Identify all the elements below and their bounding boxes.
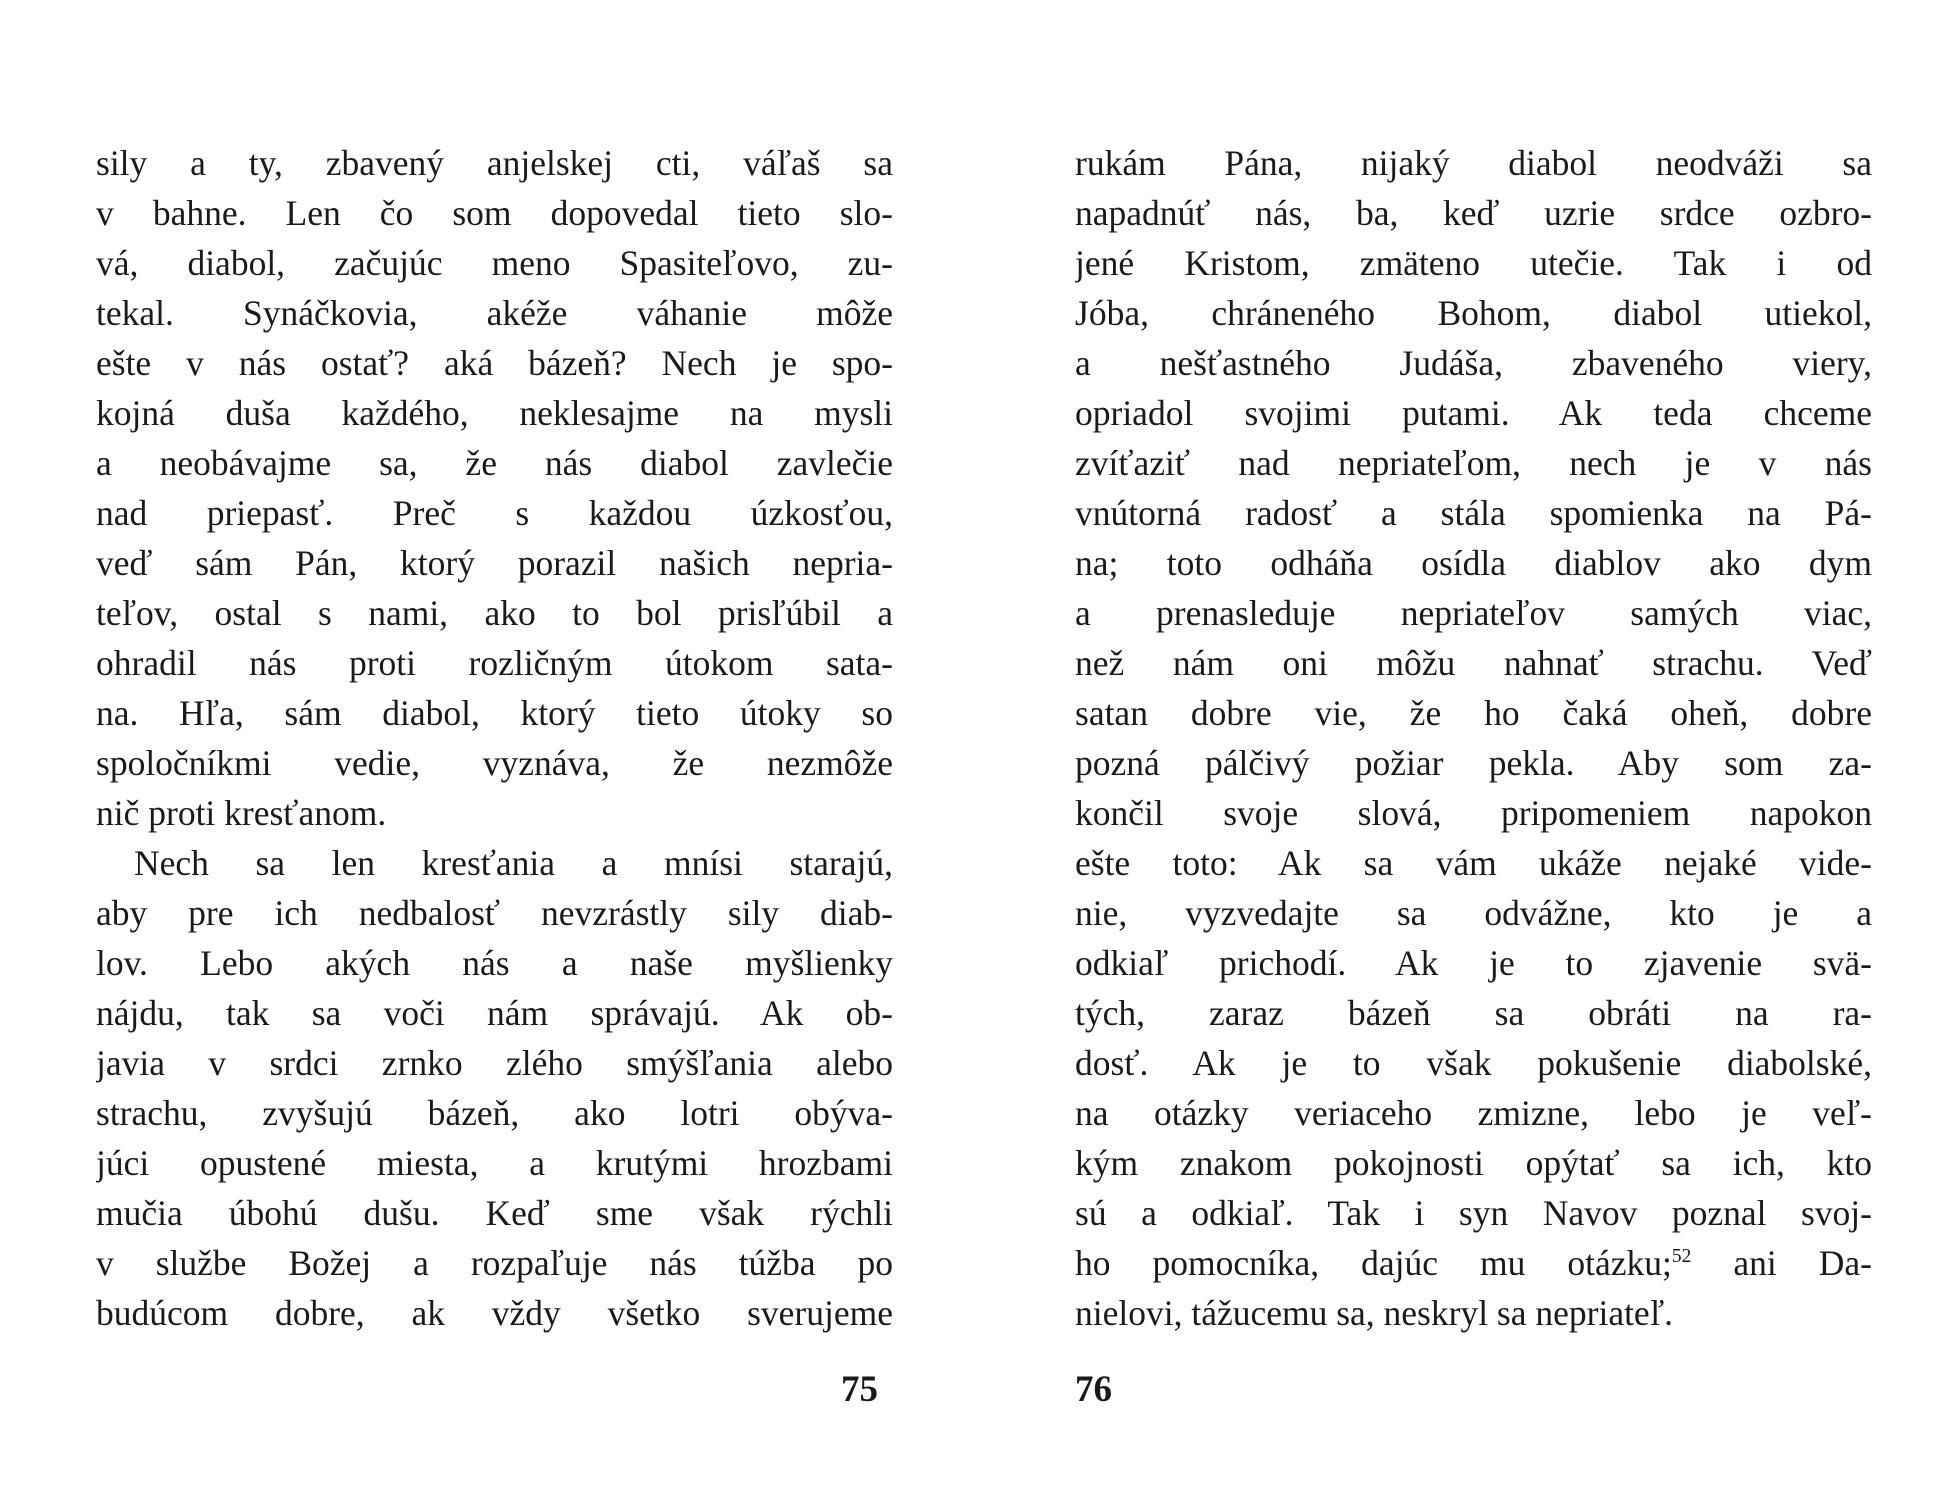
paragraph-first-line: Nech sa len kresťania a mnísi starajú, <box>134 843 893 883</box>
text-line: sily a ty, zbavený anjelskej cti, váľaš sa <box>96 143 893 183</box>
page-number-right: 76 <box>1075 1369 1112 1410</box>
text-line: dosť. Ak je to však pokušenie diabolské, <box>1075 1043 1872 1083</box>
text-line: než nám oni môžu nahnať strachu. Veď <box>1075 643 1872 683</box>
text-line: a prenasleduje nepriateľov samých viac, <box>1075 593 1872 633</box>
page-number-left: 75 <box>841 1369 878 1410</box>
text-line: jené Kristom, zmäteno utečie. Tak i od <box>1075 243 1872 283</box>
text-segment: ani Da- <box>1691 1243 1872 1283</box>
text-line: odkiaľ prichodí. Ak je to zjavenie svä- <box>1075 943 1872 983</box>
text-line: kojná duša každého, neklesajme na mysli <box>96 393 893 433</box>
text-line: tekal. Synáčkovia, akéže váhanie môže <box>96 293 893 333</box>
text-line: ešte v nás ostať? aká bázeň? Nech je spo- <box>96 343 893 383</box>
text-line: nielovi, tážucemu sa, neskryl sa nepriateľ. <box>1075 1293 1673 1333</box>
text-line: veď sám Pán, ktorý porazil našich nepria- <box>96 543 893 583</box>
text-line: sú a odkiaľ. Tak i syn Navov poznal svoj- <box>1075 1193 1872 1233</box>
text-line: ešte toto: Ak sa vám ukáže nejaké vide- <box>1075 843 1872 883</box>
text-line: ohradil nás proti rozličným útokom sata- <box>96 643 893 683</box>
left-page-text <box>96 138 893 1338</box>
text-line: mučia úbohú dušu. Keď sme však rýchli <box>96 1193 893 1233</box>
text-line: nad priepasť. Preč s každou úzkosťou, <box>96 493 893 533</box>
text-line: júci opustené miesta, a krutými hrozbami <box>96 1143 893 1183</box>
text-line: v službe Božej a rozpaľuje nás túžba po <box>96 1243 893 1283</box>
text-line: vnútorná radosť a stála spomienka na Pá- <box>1075 493 1872 533</box>
text-line: budúcom dobre, ak vždy všetko sverujeme <box>96 1293 893 1333</box>
text-line: javia v srdci zrnko zlého smýšľania alebo <box>96 1043 893 1083</box>
text-line: teľov, ostal s nami, ako to bol prisľúbil a <box>96 593 893 633</box>
text-line: zvíťaziť nad nepriateľom, nech je v nás <box>1075 443 1872 483</box>
text-line: na otázky veriaceho zmizne, lebo je veľ- <box>1075 1093 1872 1133</box>
text-line: na. Hľa, sám diabol, ktorý tieto útoky so <box>96 693 893 733</box>
text-line: kým znakom pokojnosti opýtať sa ich, kto <box>1075 1143 1872 1183</box>
text-line: Jóba, chráneného Bohom, diabol utiekol, <box>1075 293 1872 333</box>
text-line: strachu, zvyšujú bázeň, ako lotri obýva- <box>96 1093 893 1133</box>
text-line: spoločníkmi vedie, vyznáva, že nezmôže <box>96 743 893 783</box>
text-line: tých, zaraz bázeň sa obráti na ra- <box>1075 993 1872 1033</box>
text-line: v bahne. Len čo som dopovedal tieto slo- <box>96 193 893 233</box>
text-line: vá, diabol, začujúc meno Spasiteľovo, zu- <box>96 243 893 283</box>
text-line: lov. Lebo akých nás a naše myšlienky <box>96 943 893 983</box>
text-line: satan dobre vie, že ho čaká oheň, dobre <box>1075 693 1872 733</box>
text-segment: ho pomocníka, dajúc mu otázku; <box>1075 1243 1672 1283</box>
text-line: napadnúť nás, ba, keď uzrie srdce ozbro- <box>1075 193 1872 233</box>
text-line-with-footnote <box>1075 1238 1872 1288</box>
text-line: a nešťastného Judáša, zbaveného viery, <box>1075 343 1872 383</box>
footnote-reference: 52 <box>1671 1246 1692 1268</box>
text-line: končil svoje slová, pripomeniem napokon <box>1075 793 1872 833</box>
text-line: aby pre ich nedbalosť nevzrástly sily diab- <box>96 893 893 933</box>
text-line: pozná pálčivý požiar pekla. Aby som za- <box>1075 743 1872 783</box>
text-line: na; toto odháňa osídla diablov ako dym <box>1075 543 1872 583</box>
text-line: a neobávajme sa, že nás diabol zavlečie <box>96 443 893 483</box>
text-line: nie, vyzvedajte sa odvážne, kto je a <box>1075 893 1872 933</box>
text-line: nájdu, tak sa voči nám správajú. Ak ob- <box>96 993 893 1033</box>
text-line: opriadol svojimi putami. Ak teda chceme <box>1075 393 1872 433</box>
text-line: rukám Pána, nijaký diabol neodváži sa <box>1075 143 1872 183</box>
right-page-text <box>1075 138 1872 1338</box>
text-line: nič proti kresťanom. <box>96 793 387 833</box>
